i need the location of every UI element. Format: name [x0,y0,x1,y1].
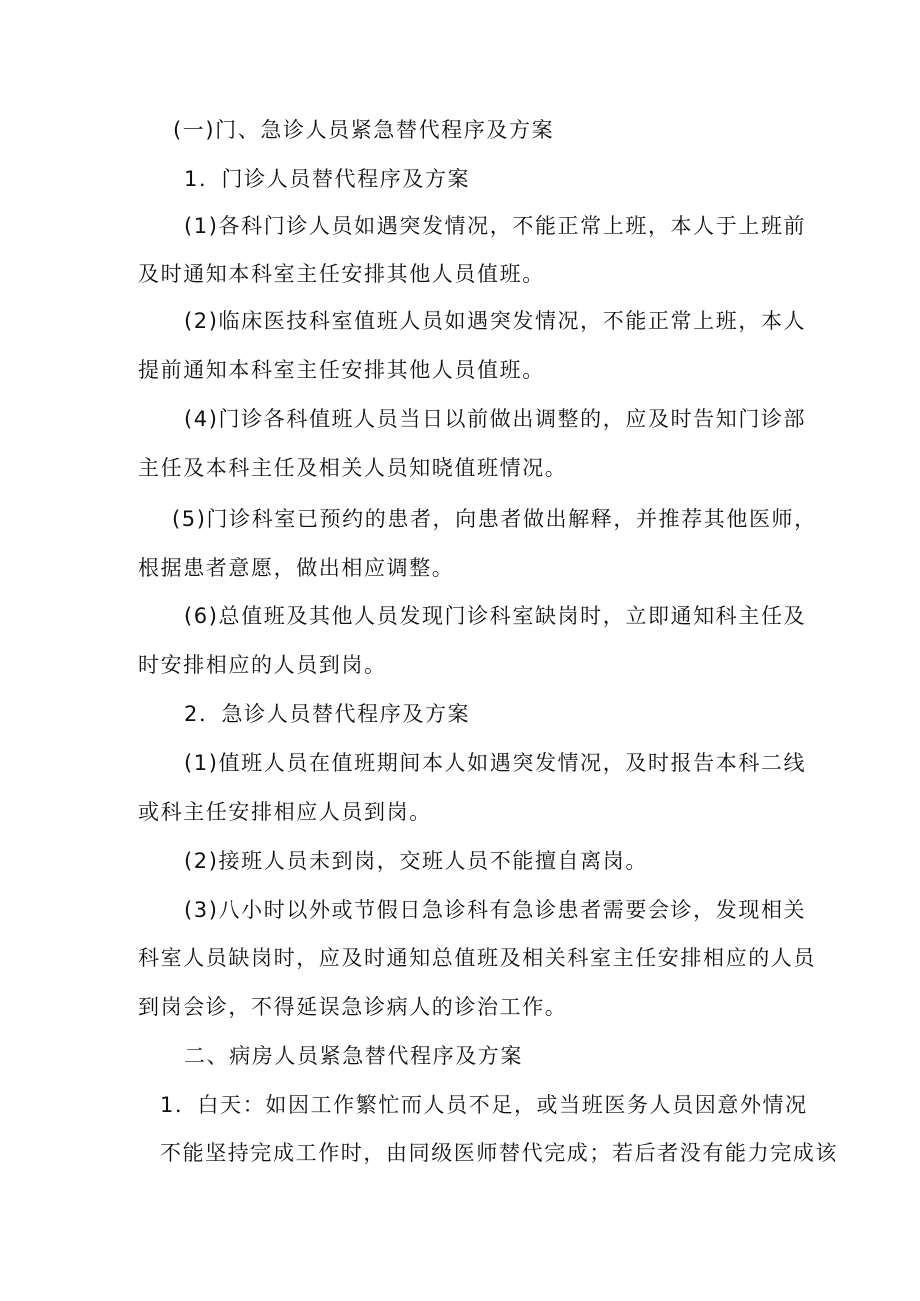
paragraph-line: 不能坚持完成工作时，由同级医师替代完成；若后者没有能力完成该 [160,1141,838,1165]
paragraph-line: (5)门诊科室已预约的患者，向患者做出解释，并推荐其他医师， [172,507,817,531]
subsection-heading: 1．门诊人员替代程序及方案 [184,167,471,191]
paragraph-line: 及时通知本科室主任安排其他人员值班。 [138,262,545,286]
paragraph-line: (2)临床医技科室值班人员如遇突发情况，不能正常上班，本人 [184,309,807,333]
paragraph-line: (1)各科门诊人员如遇突发情况，不能正常上班，本人于上班前 [184,214,807,238]
paragraph-line: 科室人员缺岗时，应及时通知总值班及相关科室主任安排相应的人员 [138,946,816,970]
paragraph-line: 主任及本科主任及相关人员知晓值班情况。 [138,456,568,480]
subsection-heading: 2．急诊人员替代程序及方案 [184,702,471,726]
paragraph-line: (6)总值班及其他人员发现门诊科室缺岗时，立即通知科主任及 [184,604,807,628]
paragraph-line: 或科主任安排相应人员到岗。 [138,800,432,824]
section-heading: 二、病房人员紧急替代程序及方案 [184,1044,523,1068]
paragraph-line: (3)八小时以外或节假日急诊科有急诊患者需要会诊，发现相关 [184,898,807,922]
paragraph-line: (2)接班人员未到岗，交班人员不能擅自离岗。 [184,849,648,873]
paragraph-line: 根据患者意愿，做出相应调整。 [138,556,455,580]
paragraph-line: 提前通知本科室主任安排其他人员值班。 [138,358,545,382]
paragraph-line: 到岗会诊，不得延误急诊病人的诊治工作。 [138,995,568,1019]
paragraph-line: (4)门诊各科值班人员当日以前做出调整的，应及时告知门诊部 [184,407,807,431]
paragraph-line: 时安排相应的人员到岗。 [138,653,387,677]
paragraph-line: 1．白天：如因工作繁忙而人员不足，或当班医务人员因意外情况 [160,1093,808,1117]
section-heading: (一)门、急诊人员紧急替代程序及方案 [173,118,555,142]
paragraph-line: (1)值班人员在值班期间本人如遇突发情况，及时报告本科二线 [184,751,807,775]
